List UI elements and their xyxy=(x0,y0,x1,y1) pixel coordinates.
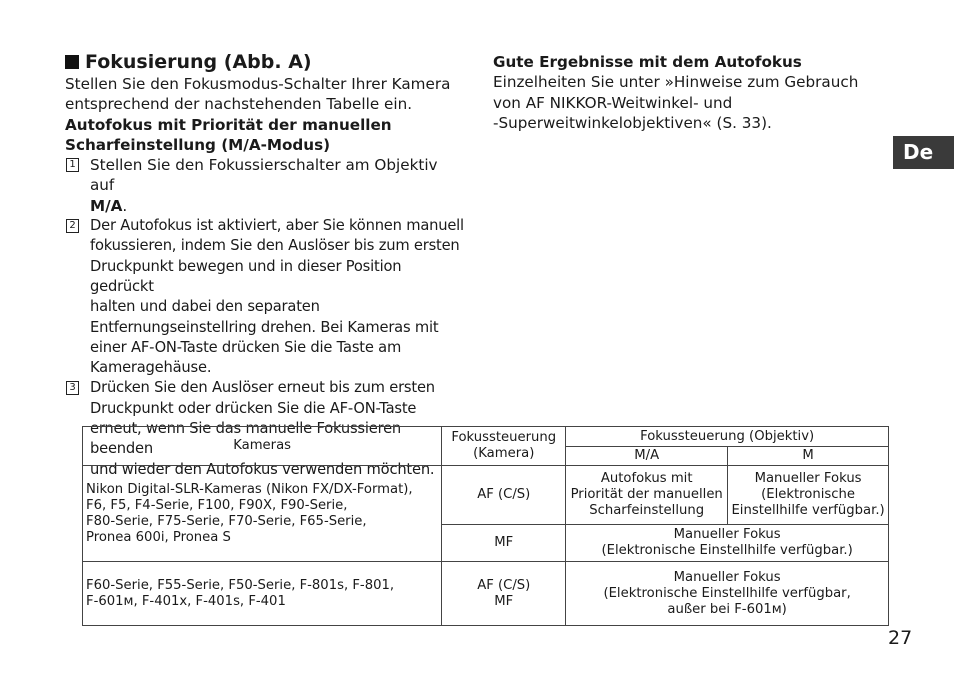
step-line: Kameragehäuse. xyxy=(90,359,212,377)
camera-line: F-601м, F-401x, F-401s, F-401 xyxy=(86,593,286,609)
step-line: einer AF-ON-Taste drücken Sie die Taste am xyxy=(90,338,402,356)
autofocus-tips-text xyxy=(493,72,893,133)
camera-line: F60-Serie, F55-Serie, F50-Serie, F-801s, F-801, xyxy=(86,577,395,593)
camera-line: F80-Serie, F75-Serie, F70-Serie, F65-Serie, xyxy=(86,513,367,529)
left-column xyxy=(65,50,465,480)
step-2 xyxy=(65,216,465,378)
result-line: Einstellhilfe verfügbar.) xyxy=(731,503,885,518)
result-line: Priorität der manuellen xyxy=(570,487,723,502)
step-number-box: 1 xyxy=(66,158,79,172)
step-line: und wieder den Autofokus verwenden möchten. xyxy=(90,460,435,478)
mode-line: AF (C/S) xyxy=(477,577,531,593)
result-line: Autofokus mit xyxy=(600,471,693,486)
step-line: Drücken Sie den Auslöser erneut bis zum ersten xyxy=(90,379,435,397)
intro-line: entsprechend der nachstehenden Tabelle ein. xyxy=(65,95,413,114)
row1-cameras xyxy=(83,466,442,562)
result-line: (Elektronische xyxy=(761,487,855,502)
camera-line: F6, F5, F4-Serie, F100, F90X, F90-Serie, xyxy=(86,497,348,513)
row1-af-m-result xyxy=(728,466,889,525)
camera-line: Pronea 600i, Pronea S xyxy=(86,529,231,545)
step-line: Druckpunkt oder drücken Sie die AF-ON-Taste xyxy=(90,399,417,417)
right-column xyxy=(493,52,893,133)
header-focus-camera xyxy=(442,427,566,466)
intro-paragraph xyxy=(65,74,465,115)
row2-result xyxy=(566,562,889,626)
header-focus-lens: Fokussteuerung (Objektiv) xyxy=(566,427,889,447)
camera-line: Nikon Digital-SLR-Kameras (Nikon FX/DX-Format), xyxy=(86,481,413,497)
row2-cameras xyxy=(83,562,442,626)
result-line: Manueller Fokus xyxy=(673,527,781,542)
result-line: außer bei F-601м) xyxy=(667,601,787,617)
step-suffix: . xyxy=(122,196,128,215)
header-line: (Kamera) xyxy=(473,446,535,461)
subheading-line: Scharfeinstellung (M/A-Modus) xyxy=(65,135,331,154)
step-line: fokussieren, indem Sie den Auslöser bis zum ersten xyxy=(90,237,460,255)
step-number-box: 3 xyxy=(66,381,79,395)
table-row xyxy=(83,466,889,525)
table-row xyxy=(83,562,889,626)
focus-switch-value: M/A xyxy=(90,196,123,215)
page-number: 27 xyxy=(888,627,913,649)
tips-line: Einzelheiten Sie unter »Hinweise zum Gebrauch xyxy=(493,73,859,92)
row1-mf-result xyxy=(566,525,889,562)
step-line: Stellen Sie den Fokussierschalter am Objektiv auf xyxy=(90,156,438,195)
result-line: Scharfeinstellung xyxy=(589,503,705,518)
result-line: (Elektronische Einstellhilfe verfügbar, xyxy=(603,585,851,601)
section-title xyxy=(65,50,465,74)
language-tab: De xyxy=(893,136,954,169)
header-line: Fokussteuerung xyxy=(451,430,557,445)
step-line: Druckpunkt bewegen und in dieser Position gedrückt xyxy=(90,257,402,295)
step-line: halten und dabei den separaten xyxy=(90,298,320,316)
step-line: Entfernungseinstellring drehen. Bei Kameras mit xyxy=(90,318,439,336)
focus-control-table xyxy=(82,426,889,626)
row2-modes xyxy=(442,562,566,626)
result-line: Manueller Fokus xyxy=(754,471,862,486)
step-line: erneut, wenn Sie das manuelle Fokussieren beenden xyxy=(90,420,402,458)
step-line: Der Autofokus ist aktiviert, aber Sie können manuell xyxy=(90,217,464,235)
intro-line: Stellen Sie den Fokusmodus-Schalter Ihrer Kamera xyxy=(65,75,451,93)
table-header-row xyxy=(83,427,889,447)
row1-mf-mode: MF xyxy=(442,525,566,562)
section-title-text: Fokusierung (Abb. A) xyxy=(85,51,312,73)
ma-mode-subheading xyxy=(65,115,465,156)
row1-af-ma-result xyxy=(566,466,728,525)
header-cameras: Kameras xyxy=(83,427,442,466)
mode-line: MF xyxy=(494,593,514,609)
tips-line: von AF NIKKOR-Weitwinkel- und xyxy=(493,93,733,112)
tips-line: -Superweitwinkelobjektiven« (S. 33). xyxy=(493,113,772,132)
header-m: M xyxy=(728,447,889,466)
step-1 xyxy=(65,155,465,216)
subheading-line: Autofokus mit Priorität der manuellen xyxy=(65,115,392,134)
black-square-icon xyxy=(65,55,79,69)
result-line: (Elektronische Einstellhilfe verfügbar.) xyxy=(601,543,853,558)
autofocus-tips-heading: Gute Ergebnisse mit dem Autofokus xyxy=(493,53,802,71)
step-number-box: 2 xyxy=(66,219,79,233)
row1-af-mode: AF (C/S) xyxy=(442,466,566,525)
result-line: Manueller Fokus xyxy=(673,569,781,585)
header-ma: M/A xyxy=(566,447,728,466)
